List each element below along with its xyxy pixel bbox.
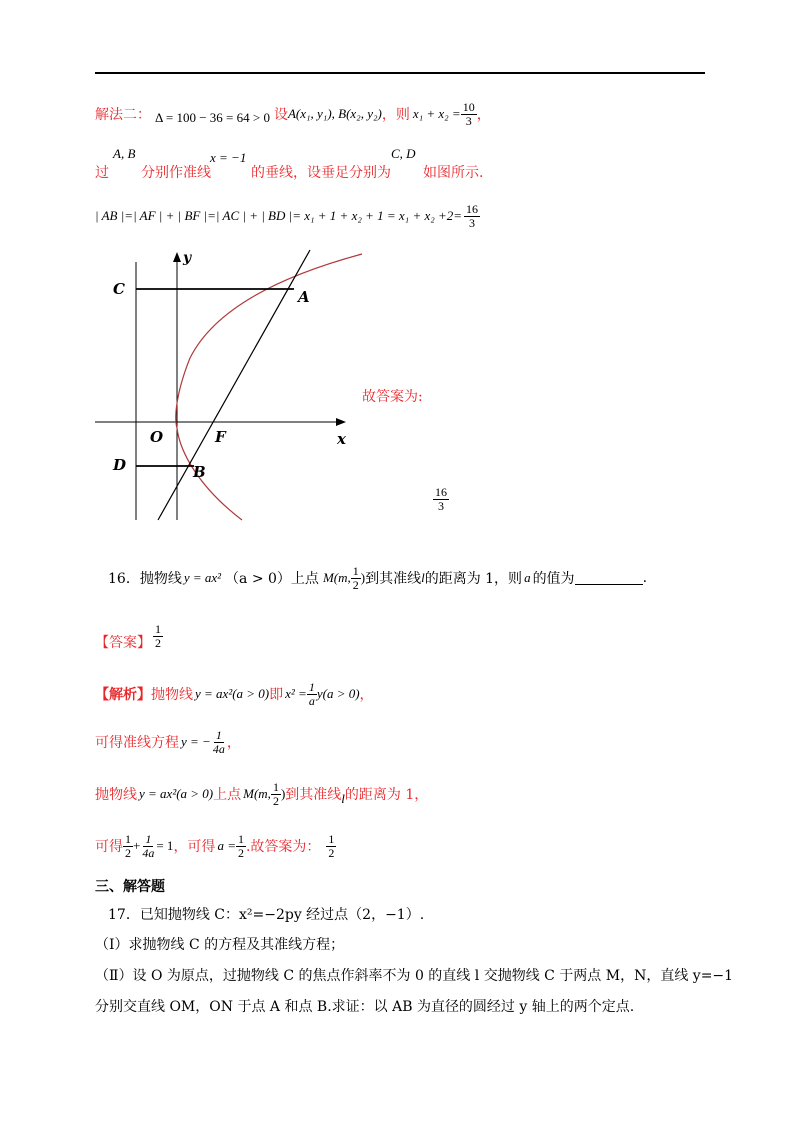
directrix-end: ，	[226, 735, 241, 751]
q16-number: 16．抛物线	[108, 571, 182, 587]
result-frac3	[236, 833, 246, 859]
result-f3-den: 2	[237, 845, 244, 860]
q16-eq: y = ax²	[183, 570, 222, 585]
point-eq: y = ax²(a > 0)	[139, 786, 214, 801]
directrix-fraction	[211, 729, 227, 755]
directrix-den: 4a	[212, 741, 225, 756]
result-eq1: = 1	[156, 838, 174, 853]
q16-point-num: 1	[352, 563, 359, 578]
point-l: l	[341, 791, 345, 806]
q17-part2a: （Ⅱ）设 O 为原点，过抛物线 C 的焦点作斜率不为 0 的直线 l 交抛物线 C 于两点 M，N，直线 y=−1	[95, 968, 734, 984]
result-f4-num: 1	[328, 831, 335, 846]
parabola-figure	[90, 248, 380, 528]
point-prefix: M(m,	[243, 786, 271, 801]
label-b: B	[193, 463, 206, 481]
point-t1: 抛物线	[95, 787, 137, 803]
perp-end-text: 如图所示.	[423, 165, 484, 181]
method2-label: 解法二：	[95, 107, 151, 123]
result-frac4	[326, 833, 336, 859]
directrix-eq: x = −1	[210, 150, 247, 165]
label-o: O	[150, 428, 164, 446]
q17-part1: （Ⅰ）求抛物线 C 的方程及其准线方程；	[95, 937, 345, 953]
delta-expression: Δ = 100 − 36 = 64 > 0	[155, 110, 270, 125]
result-f4-den: 2	[328, 845, 335, 860]
label-d: D	[113, 456, 127, 474]
guo-text: 过	[95, 165, 109, 181]
q17-line1: 17．已知抛物线 C：x²=−2py 经过点（2，−1）.	[108, 907, 425, 923]
directrix-num: 1	[215, 727, 222, 742]
point-num: 1	[272, 779, 279, 794]
jiexi-eq1: y = ax²(a > 0)	[195, 686, 270, 701]
directrix-equation-line	[95, 720, 241, 764]
section-heading: 三、解答题	[95, 879, 165, 895]
label-y: y	[183, 250, 192, 266]
answer-16-num: 1	[155, 621, 161, 636]
question-16	[108, 556, 647, 600]
jiexi-eq2-rhs: y(a > 0)	[316, 686, 360, 701]
q16-end: 的距离为 1，则	[424, 571, 523, 587]
point-t2: 上点	[213, 787, 242, 803]
answer-16-den: 2	[155, 635, 161, 650]
cd-label: C, D	[391, 146, 416, 161]
q16-cond: （a > 0）上点	[225, 571, 319, 587]
answer-fraction	[433, 486, 449, 512]
result-plus: +	[133, 838, 141, 853]
sum-fraction	[461, 101, 477, 127]
jiexi-eq2-fraction	[307, 681, 317, 707]
result-f1-den: 2	[125, 845, 131, 860]
q16-l: l	[421, 570, 425, 585]
ab-length-line	[95, 198, 480, 234]
jiexi-eq2-lhs: x² =	[285, 686, 307, 701]
point-suffix: )	[280, 786, 286, 801]
ab-label: A, B	[113, 146, 136, 161]
ab-length-den: 3	[469, 215, 476, 230]
jiexi-tag: 【解析】	[95, 687, 151, 703]
q16-end2: 的值为	[532, 571, 575, 587]
result-frac1	[123, 833, 133, 859]
x-axis-arrow	[336, 418, 346, 426]
ab-length-fraction	[464, 203, 480, 229]
let-text: 设	[273, 107, 288, 123]
result-f2-den: 4a	[142, 845, 155, 860]
q16-a: a	[524, 570, 531, 585]
result-t1: 可得	[95, 839, 123, 855]
jiexi-t3: ，	[359, 687, 374, 703]
directrix-text: 可得准线方程	[95, 735, 179, 751]
jiexi-t1: 抛物线	[151, 687, 193, 703]
perp-mid-text: 分别作准线	[141, 165, 211, 181]
result-a-eq: a =	[217, 838, 236, 853]
label-c: C	[113, 280, 125, 298]
q16-point-fraction	[351, 565, 361, 591]
answer-16-fraction	[153, 623, 163, 649]
perp-rest-text: 的垂线，设垂足分别为	[251, 165, 391, 181]
sum-den: 3	[465, 113, 472, 128]
answer-tag: 【答案】	[95, 635, 151, 651]
jiexi-eq2-num: 1	[308, 679, 315, 694]
point-den: 2	[272, 793, 279, 808]
directrix-lhs: y = −	[181, 734, 211, 749]
point-t3: 到其准线	[285, 787, 342, 803]
q16-point-den: 2	[352, 577, 359, 592]
point-distance-line	[95, 774, 428, 814]
q16-point-prefix: M(m,	[322, 570, 351, 585]
answer-den: 3	[438, 498, 444, 513]
sum-num: 10	[462, 99, 475, 114]
q16-mid: 到其准线	[365, 571, 422, 587]
point-fraction	[271, 781, 281, 807]
method2-tail: ，	[476, 107, 491, 123]
jiexi-line	[95, 674, 374, 714]
q16-dot: .	[642, 570, 648, 586]
answer-text: 故答案为:	[362, 389, 423, 405]
result-t2: ，可得	[173, 839, 216, 855]
result-f2-num: 1	[145, 831, 152, 846]
q17-part2b: 分别交直线 OM，ON 于点 A 和点 B.求证：以 AB 为直径的圆经过 y 轴上的两个定点.	[95, 999, 635, 1015]
result-t3: .故答案为：	[245, 839, 321, 855]
q16-point-suffix: )	[360, 570, 366, 585]
result-frac2	[140, 833, 156, 859]
answer-16	[95, 622, 163, 662]
label-f: F	[215, 428, 226, 446]
ab-length-expr: | AB |=| AF | + | BF |=| AC | + | BD |= x₁ + 1 + x₂ + 1 = x₁ + x₂ +2=	[95, 208, 463, 223]
header-rule	[95, 72, 705, 74]
result-f1-num: 1	[125, 831, 131, 846]
result-f3-num: 1	[237, 831, 244, 846]
jiexi-eq2-den: a	[308, 693, 315, 708]
y-axis-arrow	[173, 252, 181, 262]
jiexi-t2: 即	[269, 687, 284, 703]
ab-length-num: 16	[466, 201, 479, 216]
q16-answer-blank	[575, 572, 643, 585]
result-line	[95, 826, 336, 866]
label-a: A	[298, 288, 310, 306]
then-text: ，则	[381, 107, 410, 123]
answer-num: 16	[435, 485, 447, 499]
sum-lhs: x₁ + x₂ =	[412, 106, 461, 121]
point-t4: 的距离为 1，	[344, 787, 429, 803]
method2-line	[95, 96, 491, 132]
points-ab: A(x₁, y₁), B(x₂, y₂)	[287, 106, 382, 121]
label-x: x	[337, 430, 346, 448]
